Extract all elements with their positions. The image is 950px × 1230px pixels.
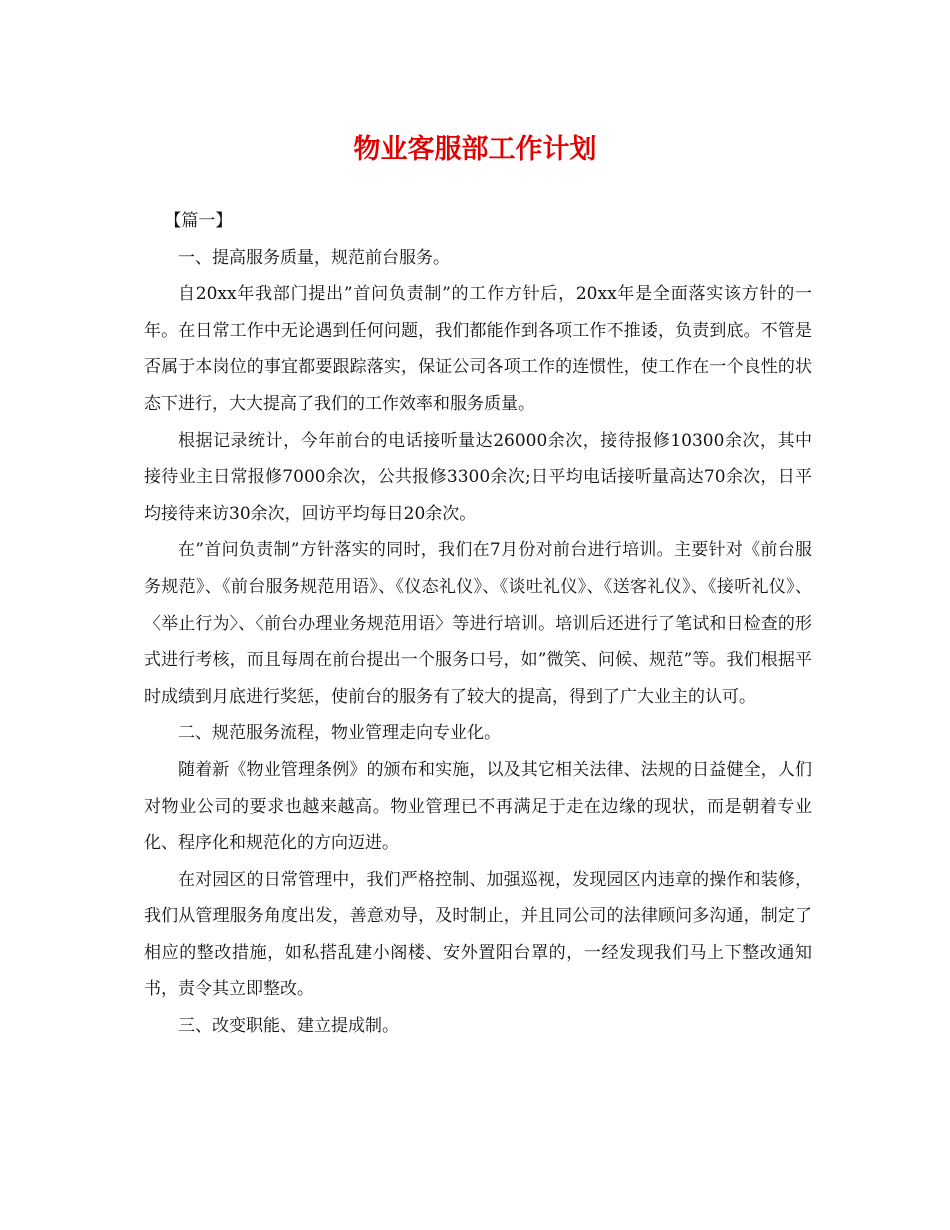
body-paragraph: 随着新《物业管理条例》的颁布和实施，以及其它相关法律、法规的日益健全，人们对物业公司的要求也越来越高。物业管理已不再满足于走在边缘的现状，而是朝着专业化、程序化和规范化的方向迈进。 [144, 759, 812, 854]
body-paragraph: 在对园区的日常管理中，我们严格控制、加强巡视，发现园区内违章的操作和装修，我们从管理服务角度出发，善意劝导，及时制止，并且同公司的法律顾问多沟通，制定了相应的整改措施，如私搭乱建小阁楼、安外置阳台罩的，一经发现我们马上下整改通知书，责令其立即整改。 [144, 869, 812, 1000]
body-paragraph: 自20xx年我部门提出”首问负责制”的工作方针后，20xx年是全面落实该方针的一年。在日常工作中无论遇到任何问题，我们都能作到各项工作不推诿，负责到底。不管是否属于本岗位的事宜都要跟踪落实，保证公司各项工作的连惯性，使工作在一个良性的状态下进行，大大提高了我们的工作效率和服务质量。 [144, 284, 812, 414]
document-title: 物业客服部工作计划 [353, 134, 597, 165]
body-paragraph: 在”首问负责制”方针落实的同时，我们在7月份对前台进行培训。主要针对《前台服务规范》、《前台服务规范用语》、《仪态礼仪》、《谈吐礼仪》、《送客礼仪》、《接听礼仪》、〈举止行为〉、〈前台办理业务规范用语〉等进行培训。培训后还进行了笔试和日检查的形式进行考核，而且每周在前台提出一个服务口号，如”微笑、问候、规范”等。我们根据平时成绩到月底进行奖惩，使前台的服务有了较大的提高，得到了广大业主的认可。 [144, 540, 812, 707]
document-body [144, 203, 812, 1045]
section-heading: 三、改变职能、建立提成制。 [178, 1016, 399, 1037]
body-paragraph: 根据记录统计，今年前台的电话接听量达26000余次，接待报修10300余次，其中接待业主日常报修7000余次，公共报修3300余次;日平均电话接听量高达70余次，日平均接待来访30余次，回访平均每日20余次。 [144, 430, 812, 524]
section-heading: 一、提高服务质量，规范前台服务。 [178, 247, 450, 268]
section-heading: 二、规范服务流程，物业管理走向专业化。 [178, 723, 501, 744]
section-label: 【篇一】 [164, 211, 233, 231]
